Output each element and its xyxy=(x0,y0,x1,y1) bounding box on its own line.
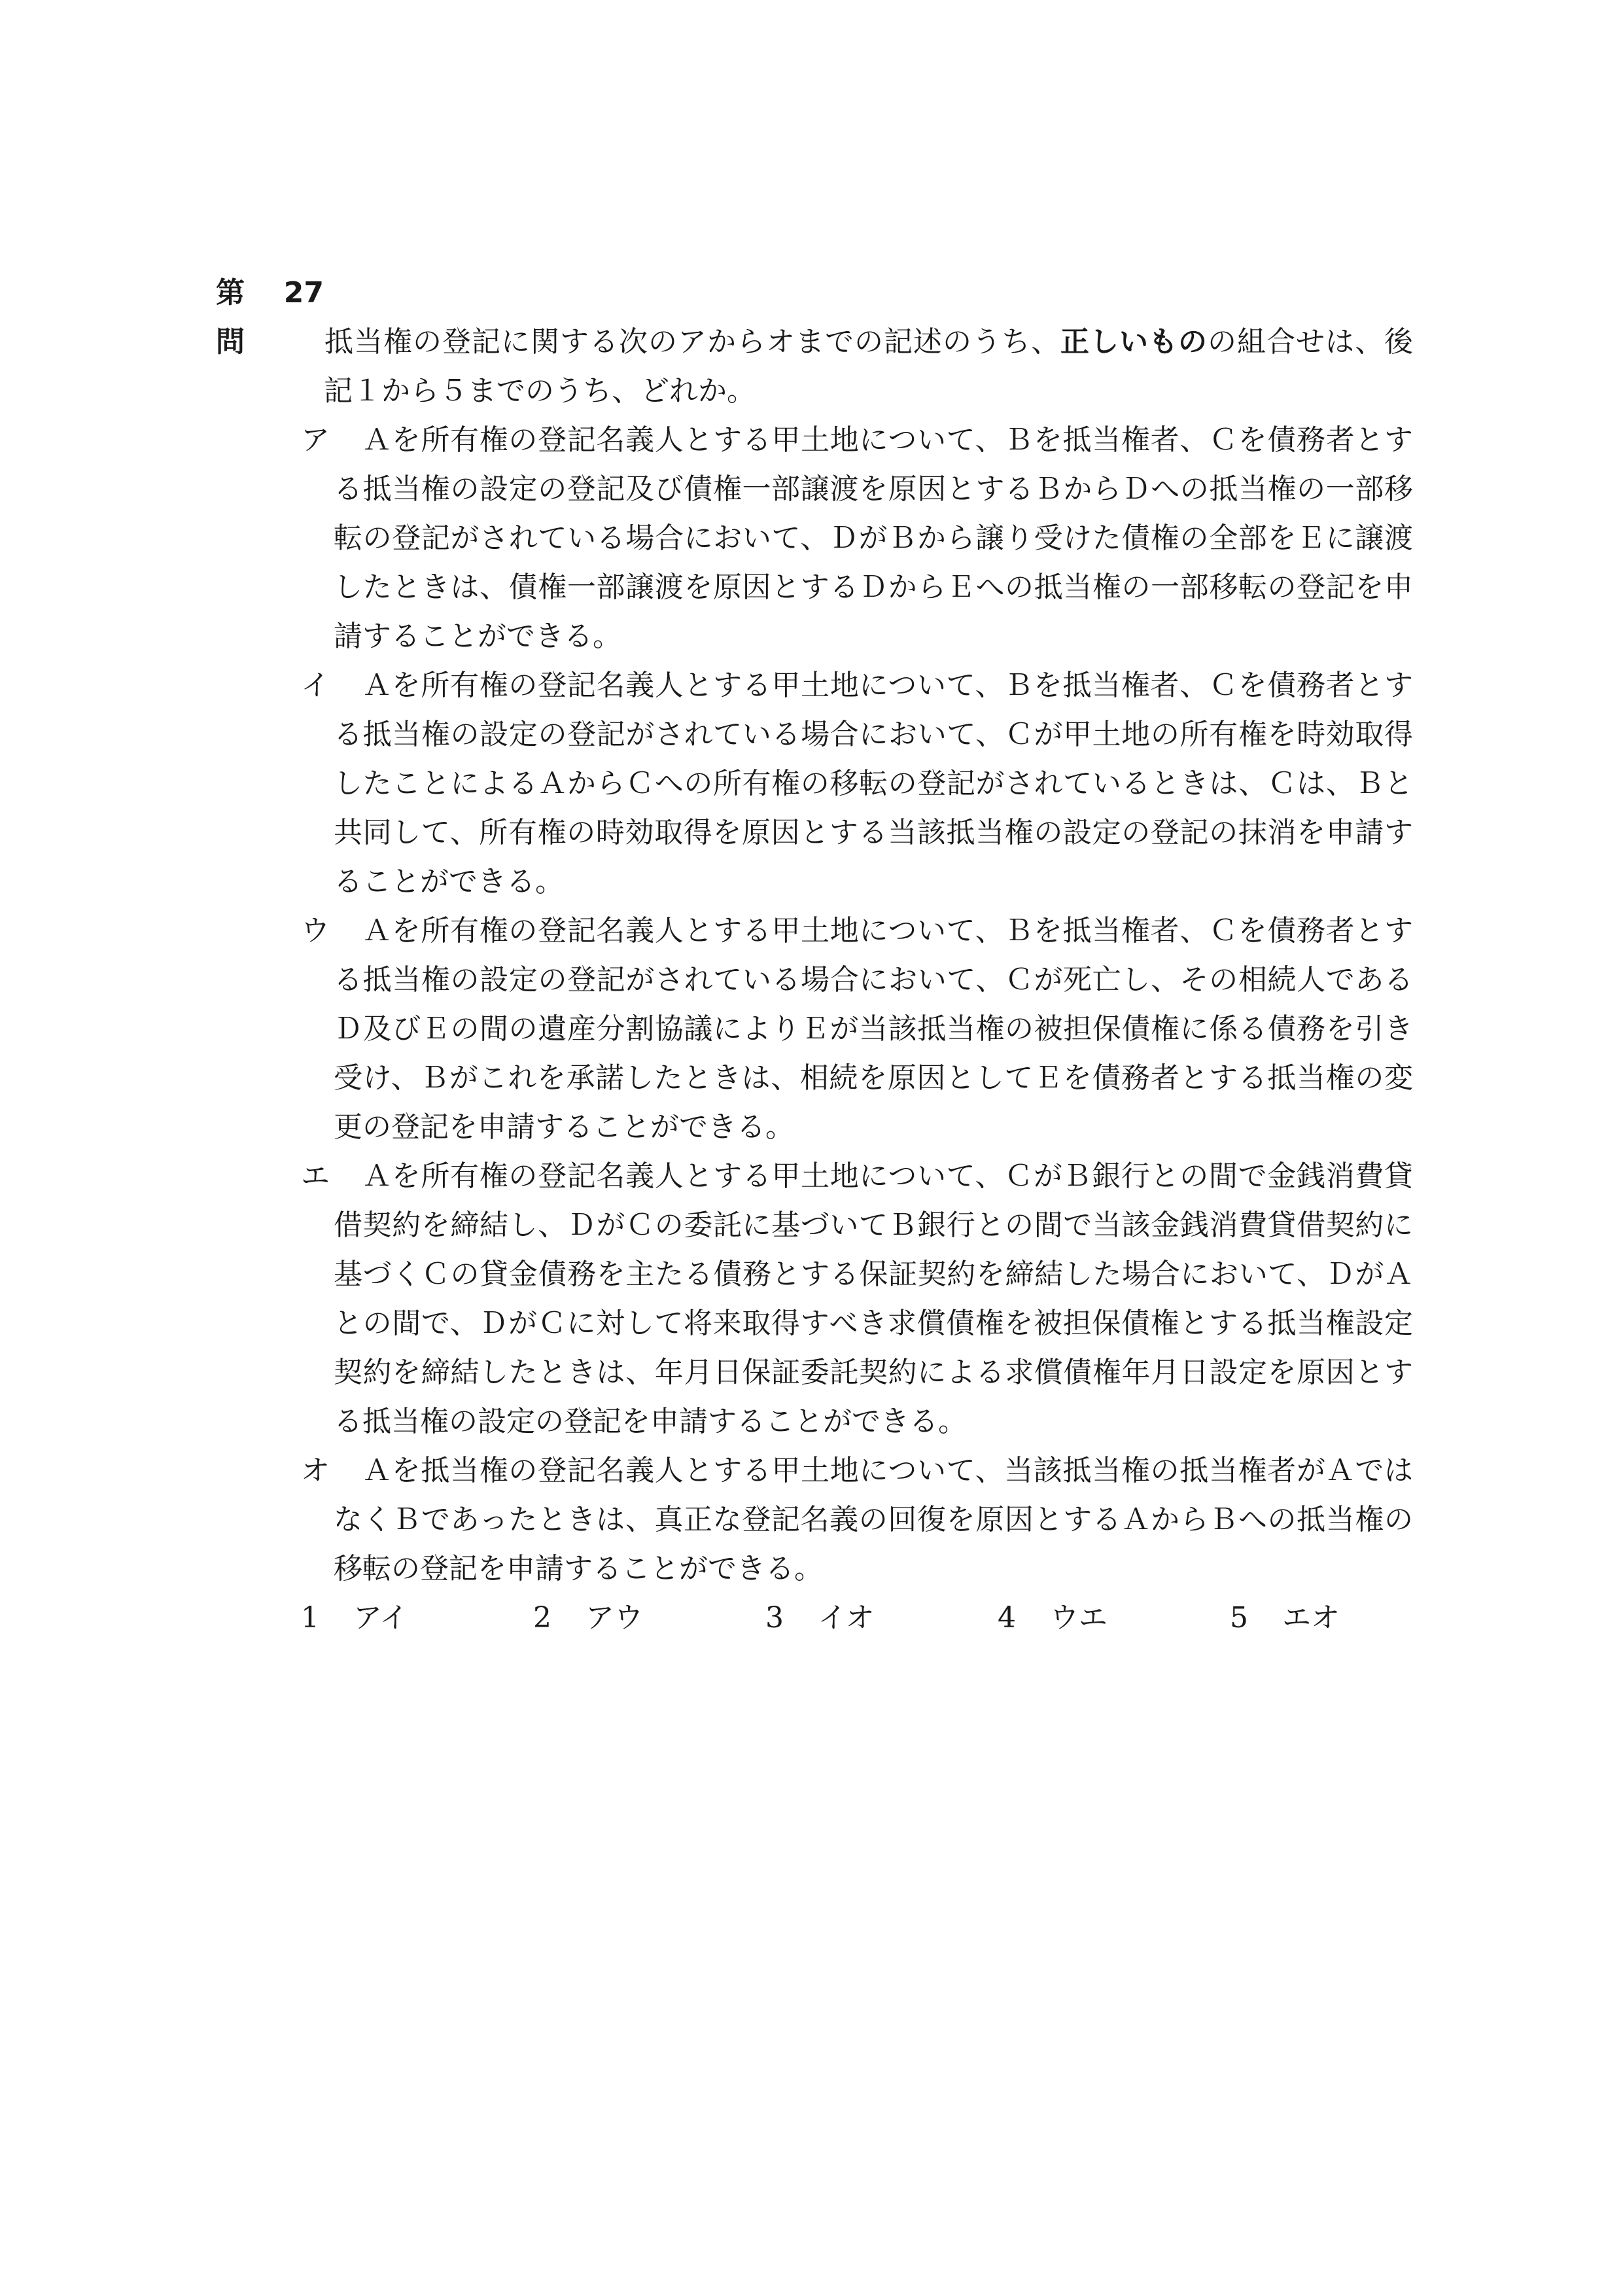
choice-combination: アウ xyxy=(585,1601,643,1634)
statement-label: エ xyxy=(301,1159,330,1193)
statement-e xyxy=(216,1152,1413,1446)
answer-choice-2[interactable] xyxy=(533,1593,643,1642)
question-block xyxy=(216,268,1413,1642)
answer-choice-4[interactable] xyxy=(998,1593,1108,1642)
choice-number: 5 xyxy=(1230,1601,1248,1634)
statement-a xyxy=(216,415,1413,661)
question-text-before: 抵当権の登記に関する次のアからオまでの記述のうち、 xyxy=(324,325,1060,359)
statement-i xyxy=(216,661,1413,906)
choice-combination: エオ xyxy=(1282,1601,1340,1634)
answer-choice-3[interactable] xyxy=(765,1593,875,1642)
choice-combination: ウエ xyxy=(1050,1601,1108,1634)
choice-number: 3 xyxy=(765,1601,784,1634)
answer-choice-1[interactable] xyxy=(301,1593,408,1642)
statement-text: Ａを所有権の登記名義人とする甲土地について、Ｂを抵当権者、Ｃを債務者とする抵当権の設定の登記及び債権一部譲渡を原因とするＢからＤへの抵当権の一部移転の登記がされている場合において、ＤがＢから譲り受けた債権の全部をＥに譲渡したときは、債権一部譲渡を原因とするＤからＥへの抵当権の一部移転の登記を申請することができる。 xyxy=(334,423,1413,653)
statement-o xyxy=(216,1446,1413,1593)
statement-u xyxy=(216,906,1413,1152)
choice-number: 2 xyxy=(533,1601,551,1634)
statement-label: ア xyxy=(301,423,330,457)
statement-label: オ xyxy=(301,1454,330,1487)
statement-label: ウ xyxy=(301,914,330,947)
answer-choices xyxy=(216,1593,1413,1642)
question-emphasis: 正しいもの xyxy=(1060,325,1208,359)
statement-text: Ａを抵当権の登記名義人とする甲土地について、当該抵当権の抵当権者がＡではなくＢであったときは、真正な登記名義の回復を原因とするＡからＢへの抵当権の移転の登記を申請することができる。 xyxy=(334,1454,1413,1585)
question-header xyxy=(216,268,1413,415)
statement-text: Ａを所有権の登記名義人とする甲土地について、ＣがＢ銀行との間で金銭消費貸借契約を締結し、ＤがＣの委託に基づいてＢ銀行との間で当該金銭消費貸借契約に基づくＣの貸金債務を主たる債務とする保証契約を締結した場合において、ＤがＡとの間で、ＤがＣに対して将来取得すべき求償債権を被担保債権とする抵当権設定契約を締結したときは、年月日保証委託契約による求償債権年月日設定を原因とする抵当権の設定の登記を申請することができる。 xyxy=(334,1159,1413,1438)
choice-number: 1 xyxy=(301,1601,319,1634)
choice-combination: アイ xyxy=(353,1601,409,1634)
statement-label: イ xyxy=(301,669,330,702)
choice-combination: イオ xyxy=(818,1601,875,1634)
question-number: 第 27 問 xyxy=(216,276,324,359)
answer-choice-5[interactable] xyxy=(1230,1593,1340,1642)
question-text-after: の組合せは、後記１から５までのうち、どれか。 xyxy=(324,325,1413,408)
statement-text: Ａを所有権の登記名義人とする甲土地について、Ｂを抵当権者、Ｃを債務者とする抵当権の設定の登記がされている場合において、Ｃが死亡し、その相続人であるＤ及びＥの間の遺産分割協議によりＥが当該抵当権の被担保債権に係る債務を引き受け、Ｂがこれを承諾したときは、相続を原因としてＥを債務者とする抵当権の変更の登記を申請することができる。 xyxy=(334,914,1413,1144)
statement-text: Ａを所有権の登記名義人とする甲土地について、Ｂを抵当権者、Ｃを債務者とする抵当権の設定の登記がされている場合において、Ｃが甲土地の所有権を時効取得したことによるＡからＣへの所有権の移転の登記がされているときは、Ｃは、Ｂと共同して、所有権の時効取得を原因とする当該抵当権の設定の登記の抹消を申請することができる。 xyxy=(334,669,1413,898)
choice-number: 4 xyxy=(998,1601,1016,1634)
